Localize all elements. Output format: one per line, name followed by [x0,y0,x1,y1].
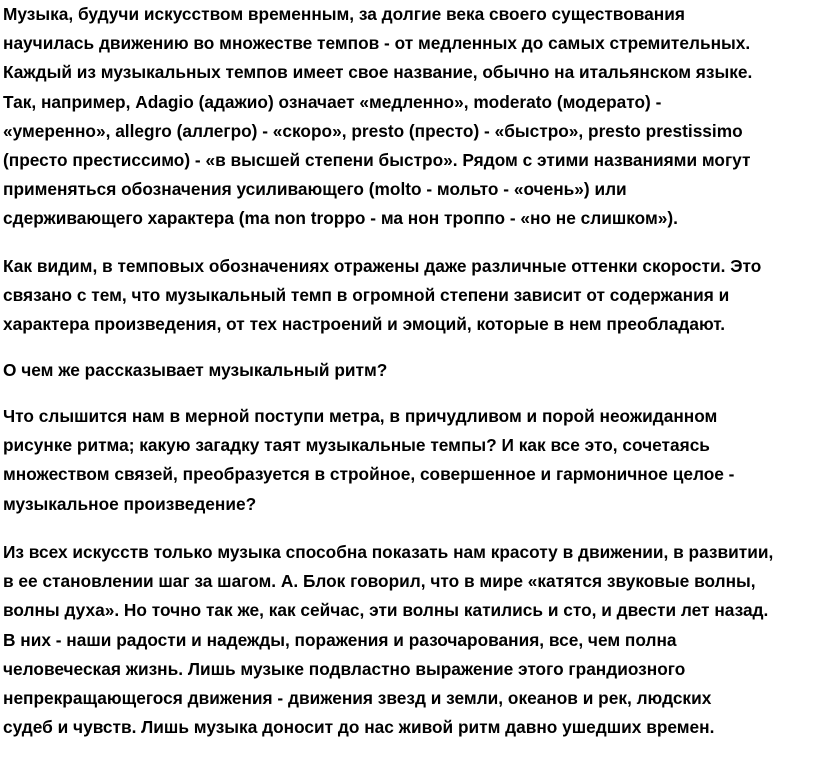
text-line: сдерживающего характера (ma non troppo - ма нон троппо - «но не слишком»). [3,208,678,229]
paragraph-musical-tempos [3,0,813,234]
text-line: непрекращающегося движения - движения звезд и земли, океанов и рек, людских [3,688,712,709]
paragraph-meter-and-rhythm [3,402,813,519]
text-line: множеством связей, преобразуется в стройное, совершенное и гармоничное целое - [3,464,735,485]
text-line: (престо престиссимо) - «в высшей степени быстро». Рядом с этими названиями могут [3,150,751,171]
text-line: Музыка, будучи искусством временным, за долгие века своего существования [3,4,685,24]
text-line: связано с тем, что музыкальный темп в огромной степени зависит от содержания и [3,285,730,306]
text-line: музыкальное произведение? [3,493,257,514]
text-line: О чем же рассказывает музыкальный ритм? [3,360,388,380]
text-line: характера произведения, от тех настроений и эмоций, которые в нем преобладают. [3,314,726,335]
text-line: человеческая жизнь. Лишь музыке подвластно выражение этого грандиозного [3,658,686,679]
text-line: в ее становлении шаг за шагом. А. Блок говорил, что в мире «катятся звуковые волны, [3,571,756,592]
text-line: применяться обозначения усиливающего (molto - мольто - «очень») или [3,179,627,200]
text-line: Так, например, Adagio (адажио) означает «медленно», moderato (модерато) - [3,91,662,112]
paragraph-music-beauty-in-motion [3,538,813,742]
text-line: Как видим, в темповых обозначениях отражены даже различные оттенки скорости. Это [3,256,762,276]
text-line: рисунке ритма; какую загадку таят музыкальные темпы? И как все это, сочетаясь [3,435,710,456]
paragraph-tempo-shades [3,252,813,340]
text-line: научилась движению во множестве темпов - от медленных до самых стремительных. [3,33,751,54]
text-line: Из всех искусств только музыка способна показать нам красоту в движении, в развитии, [3,542,774,562]
text-line: «умеренно», allegro (аллегро) - «скоро», presto (престо) - «быстро», presto prestissimo [3,120,743,141]
text-line: В них - наши радости и надежды, поражения и разочарования, все, чем полна [3,629,677,650]
text-line: волны духа». Но точно так же, как сейчас, эти волны катились и сто, и двести лет назад. [3,600,769,621]
text-line: Каждый из музыкальных темпов имеет свое название, обычно на итальянском языке. [3,62,753,83]
text-line: судеб и чувств. Лишь музыка доносит до нас живой ритм давно ушедших времен. [3,717,715,738]
paragraph-question-rhythm [3,356,813,385]
text-line: Что слышится нам в мерной поступи метра, в причудливом и порой неожиданном [3,406,718,426]
